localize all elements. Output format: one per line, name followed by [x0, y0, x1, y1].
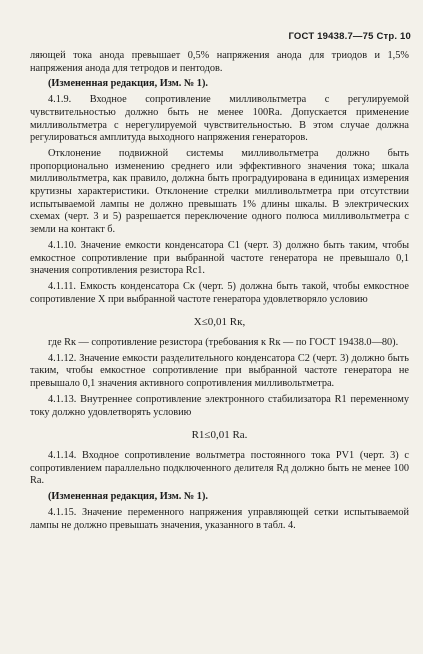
clause-4-1-9: 4.1.9. Входное сопротивление милливольтметра с регулируемой чувствительностью должно быть не менее 100Ra. Допускается применение милливольтметра с нерегулируемой чувствительностью. В этом случае должна регулироваться амплитуда выходного напряжения генераторов.: [30, 94, 409, 144]
page-number: Стр. 10: [376, 31, 411, 42]
clause-4-1-14: 4.1.14. Входное сопротивление вольтметра постоянного тока PV1 (черт. 3) с сопротивлением параллельно подключенного делителя Rд должно быть не менее 100 Ra.: [30, 449, 409, 487]
formula-where: где Rк — сопротивление резистора (требования к Rк — по ГОСТ 19438.0—80).: [48, 337, 399, 349]
edit-note: (Измененная редакция, Изм. № 1).: [48, 78, 208, 90]
clause-4-1-13: 4.1.13. Внутреннее сопротивление электронного стабилизатора R1 переменному току должно удовлетворять условию: [30, 393, 409, 418]
clause-4-1-10: 4.1.10. Значение емкости конденсатора C1 (черт. 3) должно быть таким, чтобы емкостное сопротивление при выбранной частоте генератора не превышало 0,1 значения сопротивления резистора Rc1.: [30, 239, 409, 277]
clause-4-1-11: 4.1.11. Емкость конденсатора Ск (черт. 5) должна быть такой, чтобы емкостное сопротивление X при выбранной частоте генератора удовлетворяло условию: [30, 280, 409, 305]
formula-r1: R1≤0,01 Ra.: [191, 429, 248, 442]
edit-note-2: (Измененная редакция, Изм. № 1).: [48, 491, 208, 503]
gost-number: ГОСТ 19438.7—75: [288, 31, 374, 42]
paragraph-deflection: Отклонение подвижной системы милливольтметра должно быть пропорционально изменению среднего или эффективного значения тока; шкала милливольтметра, как правило, должна быть проградуирована в единицах измерения крутизны характеристики. Отклонение стрелки милливольтметра при отсутствии испытываемой лампы не должно превышать 1% длины шкалы. В электрических схемах (черт. 3 и 5) разрешается переключение одного полюса милливольтметра с земли на контакт б.: [30, 147, 409, 236]
clause-4-1-15: 4.1.15. Значение переменного напряжения управляющей сетки испытываемой лампы не должно превышать значения, указанного в табл. 4.: [30, 506, 409, 531]
formula-x: X≤0,01 Rк,: [193, 316, 246, 329]
clause-4-1-12: 4.1.12. Значение емкости разделительного конденсатора C2 (черт. 3) должно быть таким, чтобы емкостное сопротивление при выбранной частоте генератора не превышало 0,1 значения активного сопротивления милливольтметра.: [30, 352, 409, 390]
page-header: [288, 31, 411, 42]
paragraph-continuation: ляющей тока анода превышает 0,5% напряжения анода для триодов и 1,5% напряжения анода для тетродов и пентодов.: [30, 50, 409, 74]
document-body: [30, 50, 409, 532]
